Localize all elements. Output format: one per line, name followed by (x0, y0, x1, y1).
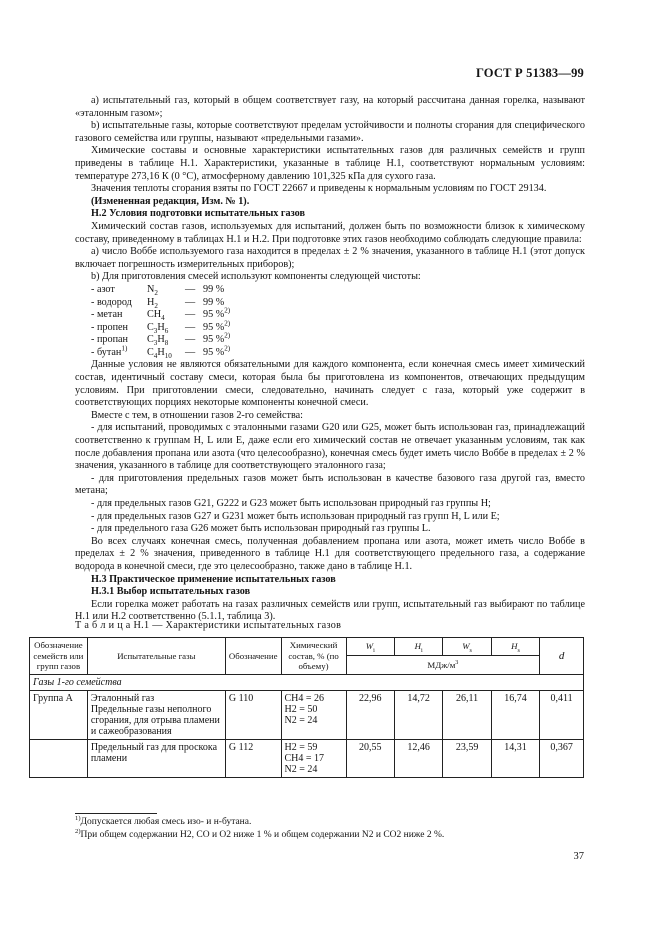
cell-hs: 16,74 (491, 690, 539, 739)
paragraph-heat: Значения теплоты сгорания взяты по ГОСТ 22667 и приведены к нормальным условиям по ГОСТ 29134. (91, 183, 547, 195)
heading-h31: Н.3.1 Выбор испытательных газов (91, 586, 251, 598)
cell-composition: CH4 = 26 H2 = 50 N2 = 24 (281, 690, 346, 739)
gas-purity: 99 % (203, 283, 225, 295)
header-hs: $H_s$ (491, 638, 539, 656)
cell-hs: 14,31 (491, 739, 539, 777)
gas-formula: $C_4H_{10}$ (147, 346, 172, 360)
gas-row (75, 306, 585, 323)
cell-d: 0,411 (540, 690, 584, 739)
cell-desc: Эталонный газ Предельные газы неполного сгорания, для отрыва пламени и сажеобразования (87, 690, 225, 739)
gas-dash: — (185, 346, 196, 358)
footnote-2: $^{2)}$При общем содержании H2, CO и O2 ниже 1 % и общем содержании N2 и CO2 ниже 2 %. (75, 827, 445, 840)
cell-d: 0,367 (540, 739, 584, 777)
paragraph-all: Во всех случаях конечная смесь, полученная добавлением пропана или азота, может иметь число Воббе в пределах ± 2 % значения, приведенного в таблице Н.1 для соответствующего предельного газа, а содержание водорода в конечной смеси, где это целесообразно, также дано в таблице Н.1. (75, 535, 585, 572)
header-gases: Испытательные газы (87, 638, 225, 675)
gas-purity: 95 %$^{2)}$ (203, 331, 231, 346)
paragraph-prep: b) Для приготовления смесей используют компоненты следующей чистоты: (91, 271, 421, 283)
header-d: d (540, 638, 584, 675)
header-composition: Химический состав, % (по объему) (281, 638, 346, 675)
gas-purity: 95 %$^{2)}$ (203, 306, 231, 321)
paragraph-limit: - для приготовления предельных газов может быть использован в качестве базового газа другой газ, вместо метана; (75, 472, 585, 497)
header-ws: $W_s$ (443, 638, 491, 656)
cell-code: G 110 (225, 690, 281, 739)
header-family: Обозначение семейств или групп газов (30, 638, 88, 675)
cell-desc: Предельный газ для проскока пламени (87, 739, 225, 777)
paragraph-also: Вместе с тем, в отношении газов 2-го семейства: (91, 409, 303, 421)
gas-row (75, 319, 585, 335)
table-row (30, 690, 584, 739)
gas-properties-table (29, 637, 584, 778)
gas-name: - бутан$^{1)}$ (91, 344, 128, 358)
gas-row (75, 284, 585, 297)
table-row (30, 739, 584, 777)
paragraph-g27: - для предельных газов G27 и G231 может быть использован природный газ групп Н, L или Е; (91, 510, 500, 522)
standard-header: ГОСТ Р 51383—99 (475, 66, 584, 80)
gas-purity: 95 %$^{2)}$ (203, 319, 231, 333)
gas-formula: $C_3H_8$ (147, 334, 169, 348)
gas-formula: $C_3H_6$ (147, 321, 169, 335)
cell-wi: 20,55 (346, 739, 394, 777)
cell-ws: 23,59 (443, 739, 491, 777)
gas-row (75, 344, 585, 360)
gas-formula: $N_2$ (147, 283, 158, 297)
gas-name: - метан (91, 309, 123, 321)
amendment-note: (Измененная редакция, Изм. № 1). (91, 195, 250, 207)
cell-hi: 12,46 (394, 739, 442, 777)
footnote-1: $^{1)}$Допускается любая смесь изо- и н-бутана. (75, 814, 252, 827)
table-group-row (30, 674, 584, 690)
page-number: 37 (573, 851, 584, 862)
gas-dash: — (185, 296, 196, 308)
gas-name: - азот (91, 283, 115, 295)
table-header-row (30, 638, 584, 656)
gas-name: - водород (91, 296, 132, 308)
gas-formula: $H_2$ (147, 296, 158, 310)
body-text (75, 95, 585, 624)
cell-hi: 14,72 (394, 690, 442, 739)
paragraph-test: - для испытаний, проводимых с эталонными газами G20 или G25, может быть использован газ, принадлежащий соответственно к группам Н, L или Е, даже если его химический состав не отвечает указанным условиям, так как после добавления пропана или азота (что целесообразно), конечная смесь будет иметь число Воббе в пределах ± 2 % значения, указанного в таблице для соответствующего эталонного газа; (75, 422, 585, 472)
paragraph-g26: - для предельного газа G26 может быть использован природный газ группы L. (91, 523, 431, 535)
cell-family: Группа А (30, 690, 88, 739)
gas-purity: 99 % (203, 296, 225, 308)
paragraph-b: b) испытательные газы, которые соответствуют пределам устойчивости и полноты сгорания для специфического газового семейства или группы, называют «предельными газами». (75, 120, 585, 144)
header-code: Обозначение (225, 638, 281, 675)
header-wi: $W_i$ (346, 638, 394, 656)
gas-formula: $CH_4$ (147, 309, 165, 323)
gas-purity: 95 %$^{2)}$ (203, 344, 231, 358)
footnotes (75, 816, 585, 842)
cell-composition: H2 = 59 CH4 = 17 N2 = 24 (281, 739, 346, 777)
gas-name: - пропен (91, 321, 129, 333)
paragraph-a: а) испытательный газ, который в общем соответствует газу, на который рассчитана данная горелка, называют «эталонным газом»; (75, 95, 585, 119)
paragraph-wobbe: а) число Воббе используемого газа находится в пределах ± 2 % значения, указанного в таблице Н.1 (этот допуск включает погрешность измерительных приборов); (75, 246, 585, 270)
paragraph-optional: Данные условия не являются обязательными для каждого компонента, если конечная смесь имеет химический состав, идентичный составу смеси, которая была бы приготовлена из компонентов, отвечающих предыдущим условиям. При приготовлении смеси, следовательно, начинать следует с газа, который уже содержит в соответствующих порциях некоторые компоненты конечной смеси. (75, 359, 585, 409)
group-label: Газы 1-го семейства (30, 674, 584, 690)
gas-dash: — (185, 283, 196, 295)
header-hi: $H_i$ (394, 638, 442, 656)
table-caption: Т а б л и ц а Н.1 — Характеристики испытательных газов (75, 620, 342, 631)
cell-wi: 22,96 (346, 690, 394, 739)
gas-purity-list (75, 284, 585, 360)
gas-name: - пропан (91, 334, 129, 346)
gas-row (75, 297, 585, 310)
cell-family (30, 739, 88, 777)
cell-ws: 26,11 (443, 690, 491, 739)
paragraph-g21: - для предельных газов G21, G222 и G23 может быть использован природный газ группы Н; (91, 498, 491, 509)
paragraph-h2: Химический состав газов, используемых для испытаний, должен быть по возможности близок к химическому составу, приведенному в таблицах Н.1 и Н.2. При подготовке этих газов необходимо соблюдать следующие правила: (75, 220, 585, 245)
paragraph-h31: Если горелка может работать на газах различных семейств или групп, испытательный газ выбирают по таблице Н.1 или Н.2 соответственно (5.1.1, таблица 3). (75, 598, 585, 623)
cell-code: G 112 (225, 739, 281, 777)
gas-dash: — (185, 321, 196, 333)
paragraph-chem: Химические составы и основные характеристики испытательных газов для различных семейств и групп приведены в таблице Н.1. Характеристики, указанные в таблице Н.1, соответствуют нормальным условиям: температуре 273,16 К (0 °С), атмосферному давлению 101,325 кПа для сухого газа. (75, 145, 585, 182)
footnote-rule (75, 813, 157, 814)
heading-h3: Н.3 Практическое применение испытательных газов (91, 573, 336, 585)
gas-dash: — (185, 309, 196, 321)
gas-dash: — (185, 334, 196, 346)
header-unit: МДж/$м^3$ (346, 656, 540, 674)
gas-row (75, 331, 585, 348)
heading-h2: Н.2 Условия подготовки испытательных газов (91, 208, 306, 220)
